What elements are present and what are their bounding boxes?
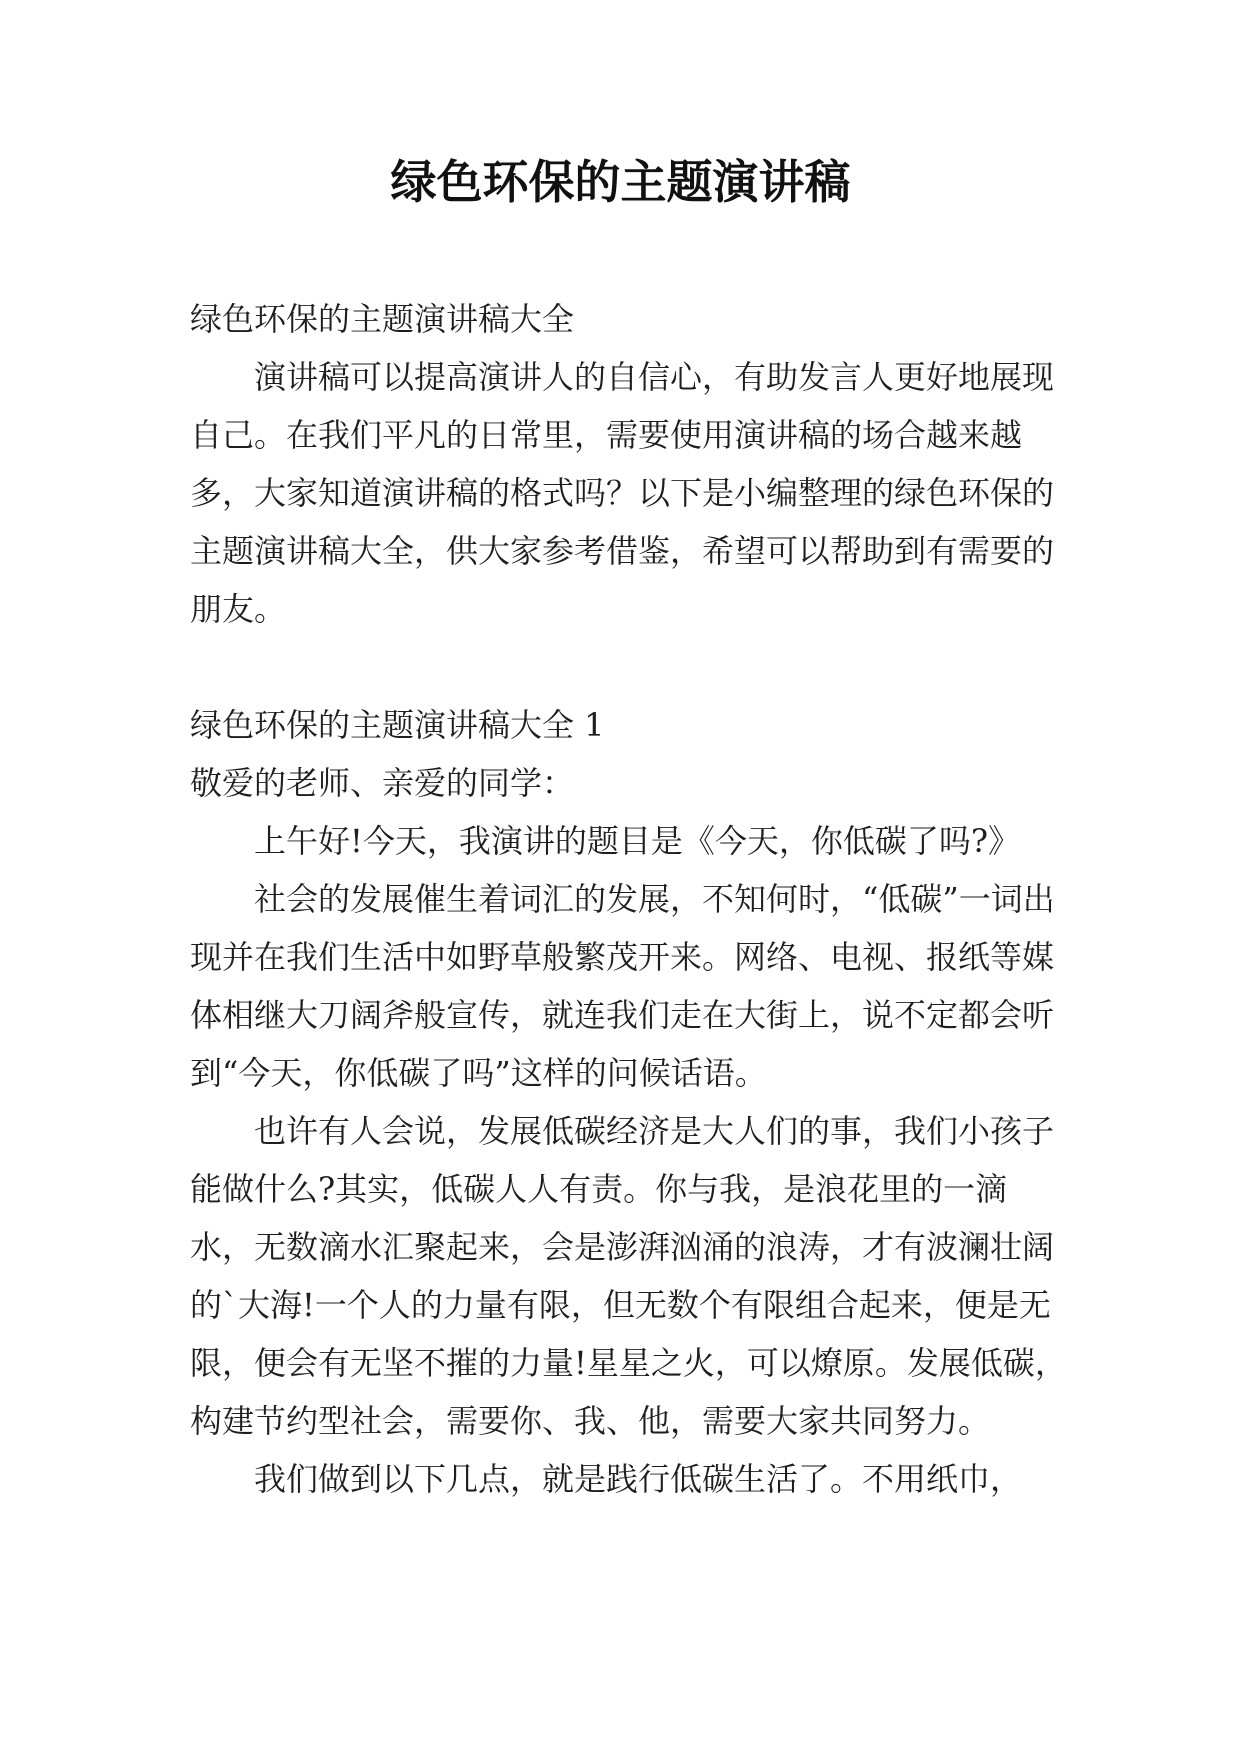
intro-paragraph: 演讲稿可以提高演讲人的自信心，有助发言人更好地展现自己。在我们平凡的日常里，需要使用演讲稿的场合越来越多，大家知道演讲稿的格式吗？以下是小编整理的绿色环保的主题演讲稿大全，供大家参考借鉴，希望可以帮助到有需要的朋友。 — [190, 358, 1055, 628]
section-heading: 绿色环保的主题演讲稿大全 1 — [190, 706, 605, 744]
body-paragraph: 社会的发展催生着词汇的发展，不知何时，“低碳”一词出现并在我们生活中如野草般繁茂开来。网络、电视、报纸等媒体相继大刀阔斧般宣传，就连我们走在大街上，说不定都会听到“今天，你低碳了吗”这样的问候话语。 — [190, 880, 1055, 1092]
document-subtitle: 绿色环保的主题演讲稿大全 — [190, 300, 575, 338]
document-body — [190, 290, 1070, 1508]
body-paragraph: 我们做到以下几点，就是践行低碳生活了。不用纸巾， — [254, 1460, 1023, 1498]
body-paragraph: 上午好!今天，我演讲的题目是《今天，你低碳了吗?》 — [254, 822, 1021, 860]
body-paragraph: 也许有人会说，发展低碳经济是大人们的事，我们小孩子能做什么?其实，低碳人人有责。你与我，是浪花里的一滴水，无数滴水汇聚起来，会是澎湃汹涌的浪涛，才有波澜壮阔的`大海!一个人的力量有限，但无数个有限组合起来，便是无限，便会有无坚不摧的力量!星星之火，可以燎原。发展低碳，构建节约型社会，需要你、我、他，需要大家共同努力。 — [190, 1112, 1067, 1440]
salutation: 敬爱的老师、亲爱的同学： — [190, 764, 575, 802]
document-title: 绿色环保的主题演讲稿 — [390, 155, 851, 209]
